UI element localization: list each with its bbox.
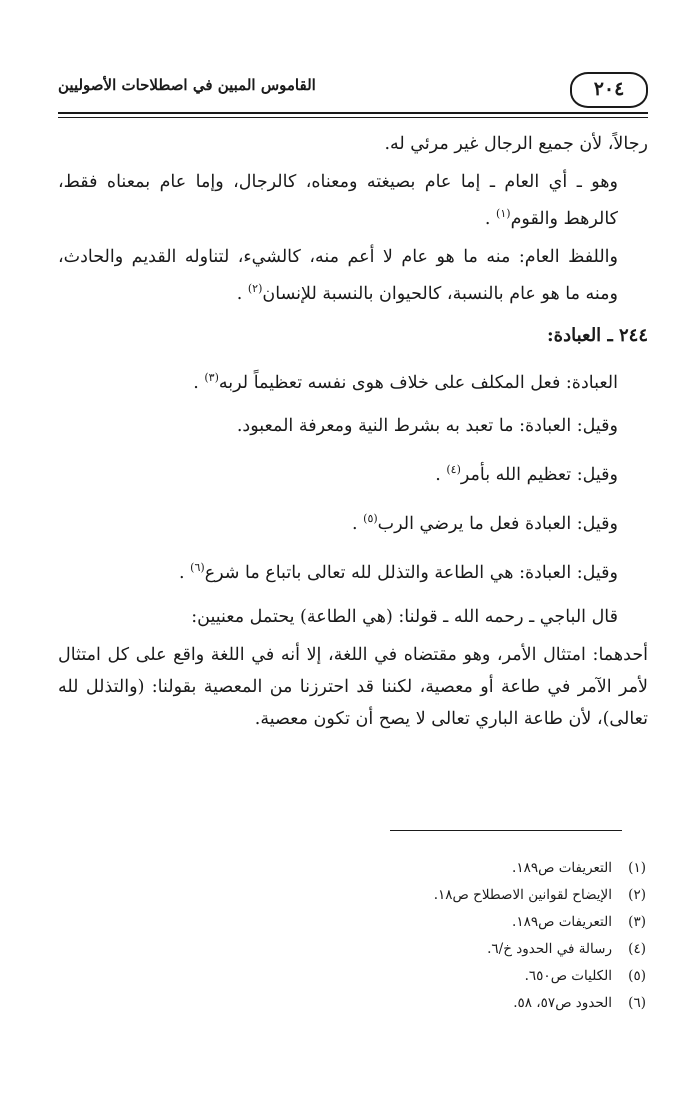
definition-text: العبادة: فعل المكلف على خلاف هوى نفسه تعظيماً لربه [218, 372, 618, 393]
paragraph: واللفظ العام: منه ما هو عام لا أعم منه، كالشيء، لتناوله القديم والحادث، ومنه ما هو عام بالنسبة، كالحيوان بالنسبة للإنسان$^{(٢)}$ . [58, 246, 618, 304]
footnote-number: (٥) [628, 968, 646, 984]
footnote-text: الإيضاح لقوانين الاصطلاح ص١٨. [433, 887, 612, 903]
definition [58, 404, 648, 448]
footnote-item [146, 990, 646, 1017]
paragraph [58, 128, 648, 160]
footnote-text: التعريفات ص١٨٩. [512, 860, 612, 876]
definition: وقيل: العبادة: هي الطاعة والتذلل لله تعالى باتباع ما شرع$^{(٦)}$ . [179, 561, 618, 583]
footnote-text: الكليات ص٦٥٠. [524, 968, 612, 984]
definition-text: وقيل: العبادة فعل ما يرضي الرب [377, 514, 618, 535]
paragraph-text: أحدهما: امتثال الأمر، وهو مقتضاه في اللغة، إلا أنه في اللغة واقع على كل امتثال لأمر الآمر في طاعة أو معصية، لكننا قد احترزنا من المعصية بقولنا: (والتذلل لله تعالى)، لأن طاعة الباري تعالى لا يصح أن تكون معصية. [58, 644, 648, 729]
footnote-text: رسالة في الحدود خ/٦. [487, 941, 612, 957]
footnotes [146, 855, 646, 1017]
definition: العبادة: فعل المكلف على خلاف هوى نفسه تعظيماً لربه$^{(٣)}$ . [193, 370, 618, 393]
footnote-item [146, 882, 646, 909]
paragraph-text: رجالاً، لأن جميع الرجال غير مرئي له. [384, 134, 648, 154]
page-number: ٢٠٤ [570, 72, 648, 108]
definition-text: وقيل: العبادة: ما تعبد به بشرط النية ومعرفة المعبود. [236, 416, 618, 437]
footnote-text: التعريفات ص١٨٩. [512, 914, 612, 930]
paragraph: وهو ـ أي العام ـ إما عام بصيغته ومعناه، كالرجال، وإما عام بمعناه فقط، كالرهط والقوم$^{(١)}$ . [58, 172, 618, 229]
footnote-item [146, 936, 646, 963]
footnote-separator [390, 830, 622, 831]
definition-text: قال الباجي ـ رحمه الله ـ قولنا: (هي الطاعة) يحتمل معنيين: [191, 606, 618, 627]
footnote-ref: (٣) [204, 370, 219, 384]
footnote-ref: (٥) [363, 512, 378, 526]
footnote-number: (٢) [628, 887, 646, 903]
paragraph-text: واللفظ العام: منه ما هو عام لا أعم منه، كالشيء، لتناوله القديم والحادث، ومنه ما هو عام بالنسبة، كالحيوان بالنسبة للإنسان [58, 246, 618, 304]
footnote-number: (٣) [628, 914, 646, 930]
footnote-item [146, 963, 646, 990]
header-rule-thick [58, 112, 648, 114]
footnote-ref: (٤) [446, 463, 461, 477]
definition-text: وقيل: تعظيم الله بأمر [460, 465, 618, 486]
paragraph-text: وهو ـ أي العام ـ إما عام بصيغته ومعناه، كالرجال، وإما عام بمعناه فقط، كالرهط والقوم [58, 172, 618, 229]
running-title: القاموس المبين في اصطلاحات الأصوليين [58, 76, 316, 94]
definition: وقيل: العبادة فعل ما يرضي الرب$^{(٥)}$ . [352, 512, 618, 535]
definition: وقيل: تعظيم الله بأمر$^{(٤)}$ . [435, 463, 618, 486]
footnote-item [146, 855, 646, 882]
paragraph [58, 639, 648, 735]
footnote-number: (٤) [628, 941, 646, 957]
definition-text: وقيل: العبادة: هي الطاعة والتذلل لله تعالى باتباع ما شرع [204, 562, 618, 583]
footnote-number: (١) [628, 860, 646, 876]
footnote-item [146, 909, 646, 936]
footnote-text: الحدود ص٥٧، ٥٨. [513, 995, 612, 1011]
page-header [58, 70, 648, 110]
main-text [58, 128, 648, 735]
header-rule-thin [58, 117, 648, 118]
footnote-number: (٦) [628, 995, 646, 1011]
entry-heading: ٢٤٤ ـ العبادة: [547, 324, 648, 346]
footnote-ref: (٦) [190, 561, 205, 575]
footnote-ref: (١) [496, 207, 511, 220]
footnote-ref: (٢) [247, 281, 263, 295]
definition [58, 595, 648, 639]
